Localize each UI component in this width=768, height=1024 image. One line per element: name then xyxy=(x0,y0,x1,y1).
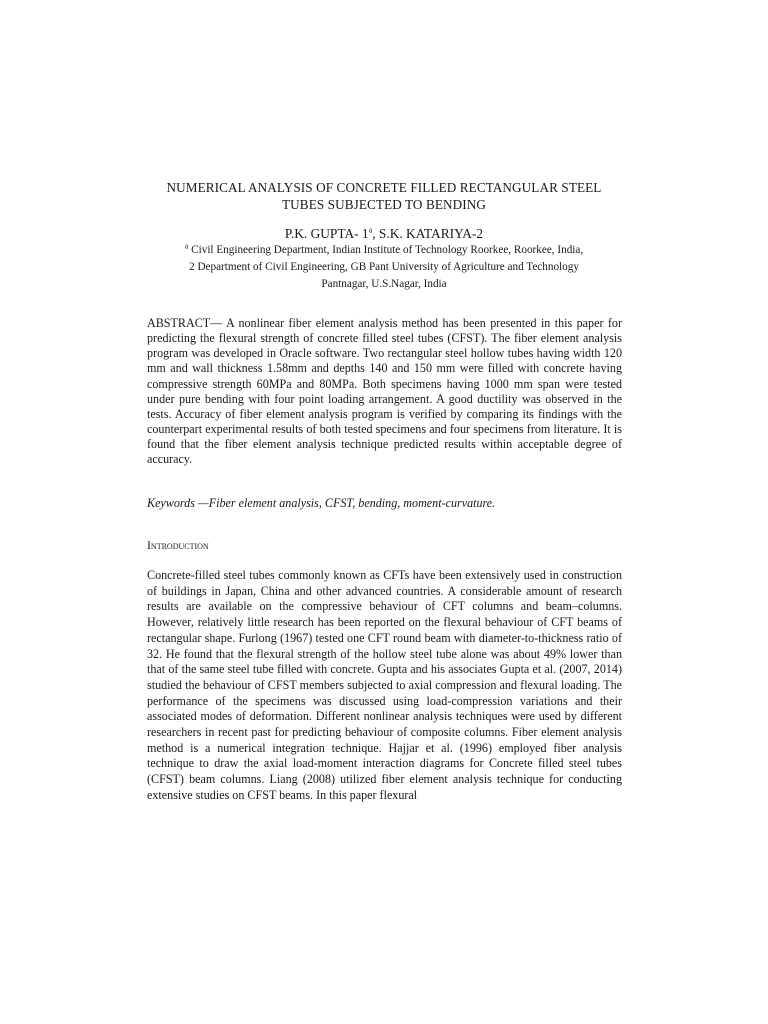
affiliation-superscript: a xyxy=(184,241,189,251)
affiliations xyxy=(130,242,638,293)
abstract-label: ABSTRACT— xyxy=(147,316,223,330)
affiliation-line-2: 2 Department of Civil Engineering, GB Pant University of Agriculture and Technology xyxy=(189,261,579,273)
authors-line xyxy=(140,225,628,242)
abstract xyxy=(147,316,622,468)
section-heading-introduction: Introduction xyxy=(147,538,209,552)
keywords-text: Fiber element analysis, CFST, bending, moment-curvature. xyxy=(208,496,496,510)
affiliation-line-3: Pantnagar, U.S.Nagar, India xyxy=(321,278,447,290)
affiliation-line-1-text: Civil Engineering Department, Indian Institute of Technology Roorkee, Roorkee, India, xyxy=(188,244,584,256)
introduction-paragraph: Concrete-filled steel tubes commonly known as CFTs have been extensively used in construction of buildings in Japan, China and other advanced countries. A considerable amount of research results are available on the compressive behaviour of CFT columns and beam–columns. However, relatively little research has been reported on the flexural behaviour of CFT beams of rectangular shape. Furlong (1967) tested one CFT round beam with diameter-to-thickness ratio of 32. He found that the flexural strength of the hollow steel tube alone was about 49% lower than that of the same steel tube filled with concrete. Gupta and his associates Gupta et al. (2007, 2014) studied the behaviour of CFST members subjected to axial compression and flexural loading. The performance of the specimens was discussed using load-compression variations and their associated modes of deformation. Different nonlinear analysis techniques were used by different researchers in recent past for predicting behaviour of composite columns. Fiber element analysis method is a numerical integration technique. Hajjar et al. (1996) employed fiber analysis technique to draw the axial load-moment interaction diagrams for Concrete filled steel tubes (CFST) beam columns. Liang (2008) utilized fiber element analysis technique for conducting extensive studies on CFST beams. In this paper flexural xyxy=(147,568,622,802)
keywords xyxy=(147,496,622,511)
author-katariya: , S.K. KATARIYA-2 xyxy=(372,226,484,241)
author-gupta: P.K. GUPTA- 1 xyxy=(284,226,369,241)
title-line-1: NUMERICAL ANALYSIS OF CONCRETE FILLED RECTANGULAR STEEL xyxy=(166,180,602,195)
abstract-text: A nonlinear fiber element analysis method has been presented in this paper for predicting the flexural strength of concrete filled steel tubes (CFST). The fiber element analysis program was developed in Oracle software. Two rectangular steel hollow tubes having width 120 mm and wall thickness 1.58mm and depths 140 and 150 mm were filled with concrete having compressive strength 60MPa and 80MPa. Both specimens having 1000 mm span were tested under pure bending with four point loading arrangement. A good ductility was observed in the tests. Accuracy of fiber element analysis program is verified by comparing its findings with the counterpart experimental results of both tested specimens and four specimens from literature. It is found that the fiber element analysis technique predicted results within acceptable degree of accuracy. xyxy=(147,316,622,467)
title-line-2: TUBES SUBJECTED TO BENDING xyxy=(282,197,486,212)
paper-title xyxy=(140,179,628,213)
keywords-label: Keywords — xyxy=(147,496,209,510)
author-superscript: a xyxy=(368,225,373,235)
affiliation-line-1 xyxy=(130,242,638,259)
